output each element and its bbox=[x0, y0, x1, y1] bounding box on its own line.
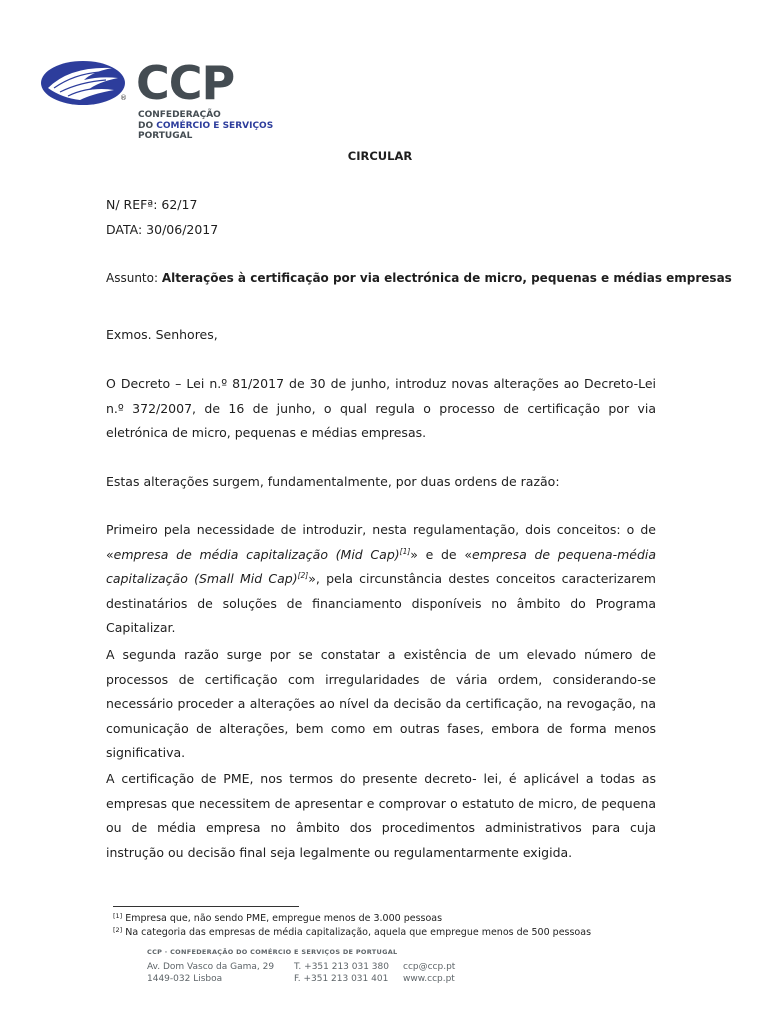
footnote-1 bbox=[113, 913, 442, 924]
footnote-2-mark: [2] bbox=[113, 926, 123, 934]
logo-subtitle-line2 bbox=[138, 121, 273, 132]
paragraph-5: A certificação de PME, nos termos do presente decreto- lei, é aplicável a todas as empresas que necessitem de apresentar e comprovar o estatuto de micro, de pequena ou de média empresa no âmbito dos procedimentos administrativos para cuja instrução ou decisão final seja legalmente ou regulamentarmente exigida. bbox=[106, 771, 656, 860]
reference: N/ REFª: 62/17 bbox=[106, 197, 198, 212]
logo-subtitle-line1: CONFEDERAÇÃO bbox=[138, 110, 221, 120]
footnote-2 bbox=[113, 927, 591, 938]
logo-subtitle-prefix: DO bbox=[138, 120, 157, 131]
footnote-1-mark: [1] bbox=[113, 912, 123, 920]
subject-text: Alterações à certificação por via electrónica de micro, pequenas e médias empresas bbox=[161, 271, 732, 285]
wing-emblem-icon bbox=[40, 58, 130, 108]
footer-website-link[interactable]: www.ccp.pt bbox=[403, 973, 455, 984]
footer-address-line2: 1449-032 Lisboa bbox=[147, 973, 223, 984]
footnote-ref-2[interactable]: [2] bbox=[297, 571, 309, 580]
salutation: Exmos. Senhores, bbox=[106, 327, 218, 342]
subject-label: Assunto: bbox=[106, 271, 162, 285]
date: DATA: 30/06/2017 bbox=[106, 222, 219, 237]
logo-wordmark: CCP bbox=[136, 56, 235, 110]
p3-term-mid-cap: empresa de média capitalização (Mid Cap) bbox=[113, 546, 400, 562]
paragraph-4: A segunda razão surge por se constatar a existência de um elevado número de processos de certificação com irregularidades de vária ordem, considerando-se necessário proceder a alterações ao nível da decisão da certificação, na revogação, na comunicação de alterações, bem como em outras fases, embora de forma menos significativa. bbox=[106, 647, 656, 760]
p3-text-c: » e de « bbox=[410, 546, 472, 562]
registered-mark: ® bbox=[120, 94, 127, 102]
paragraph-1: O Decreto – Lei n.º 81/2017 de 30 de junho, introduz novas alterações ao Decreto-Lei n.º 372/2007, de 16 de junho, o qual regula o processo de certificação por via eletrónica de micro, pequenas e médias empresas. bbox=[106, 376, 656, 440]
p3-term-small-mid-cap: empresa de pequena-média capitalização (Small Mid Cap) bbox=[106, 546, 657, 586]
footer-email-link[interactable]: ccp@ccp.pt bbox=[403, 962, 456, 972]
subject bbox=[106, 271, 732, 285]
p3-text-a: Primeiro pela necessidade de introduzir, nesta regulamentação, dois conceitos: o de « bbox=[106, 522, 656, 562]
footnote-1-text: Empresa que, não sendo PME, empregue menos de 3.000 pessoas bbox=[122, 913, 443, 924]
paragraph-3 bbox=[106, 518, 656, 641]
footnote-2-text: Na categoria das empresas de média capitalização, aquela que empregue menos de 500 pessoas bbox=[122, 927, 592, 938]
footer-contacts bbox=[403, 962, 455, 985]
footer-address bbox=[147, 962, 274, 985]
footer-phones bbox=[294, 962, 389, 985]
logo-subtitle bbox=[138, 110, 273, 142]
logo-subtitle-blue: COMÉRCIO E SERVIÇOS bbox=[156, 120, 274, 131]
footnote-ref-1[interactable]: [1] bbox=[399, 546, 411, 556]
p3-text-e: », pela circunstância destes conceitos caracterizarem destinatários de soluções de financiamento disponíveis no âmbito do Programa Capitalizar. bbox=[106, 571, 656, 635]
ccp-logo bbox=[40, 58, 280, 148]
document-title: CIRCULAR bbox=[347, 149, 413, 163]
footer-company: CCP · CONFEDERAÇÃO DO COMÉRCIO E SERVIÇOS DE PORTUGAL bbox=[147, 948, 398, 956]
footer-phone: T. +351 213 031 380 bbox=[294, 962, 389, 972]
footer-address-line1: Av. Dom Vasco da Gama, 29 bbox=[147, 962, 275, 972]
footer-fax: F. +351 213 031 401 bbox=[294, 973, 389, 984]
paragraph-2: Estas alterações surgem, fundamentalmente, por duas ordens de razão: bbox=[106, 474, 560, 489]
logo-subtitle-line3: PORTUGAL bbox=[138, 131, 193, 141]
footnote-divider bbox=[113, 906, 299, 907]
